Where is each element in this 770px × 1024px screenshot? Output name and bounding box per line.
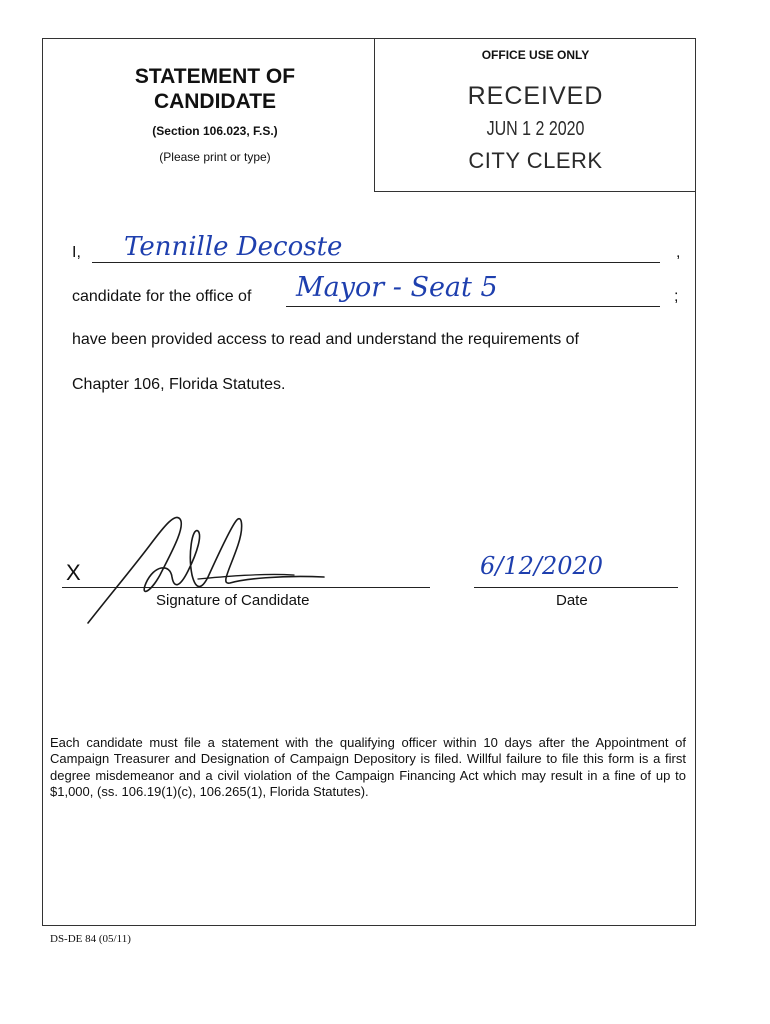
office-use-heading: OFFICE USE ONLY — [481, 48, 590, 62]
date-line — [474, 587, 678, 588]
statement-line-4: Chapter 106, Florida Statutes. — [72, 376, 286, 393]
form-code: DS-DE 84 (05/11) — [50, 933, 131, 945]
form-instruction: (Please print or type) — [159, 150, 271, 164]
form-section-reference: (Section 106.023, F.S.) — [152, 124, 278, 138]
date-handwritten: 6/12/2020 — [480, 552, 604, 580]
form-title-line1: STATEMENT OF — [134, 65, 296, 88]
office-prefix: candidate for the office of — [72, 288, 252, 305]
office-use-box — [374, 38, 696, 192]
signature-label: Signature of Candidate — [156, 592, 310, 609]
office-suffix: ; — [674, 288, 679, 305]
statement-line-3: have been provided access to read and understand the requirements of — [72, 331, 579, 348]
signature-x-mark: X — [66, 560, 81, 585]
form-title — [90, 64, 340, 114]
candidate-name-handwritten: Tennille Decoste — [124, 232, 343, 262]
date-label: Date — [556, 592, 588, 609]
name-suffix: , — [676, 244, 681, 261]
office-sought-line — [286, 306, 660, 307]
received-stamp-date: JUN 1 2 2020 — [486, 118, 585, 140]
candidate-name-line — [92, 262, 660, 263]
prefix-i: I, — [72, 244, 81, 261]
filing-notice: Each candidate must file a statement with the qualifying officer within 10 days after the Appointment of Campaign Treasurer and Designation of Campaign Depository is filed. Willful failure to file this form is a first degree misdemeanor and a civil violation of the Campaign Financing Act which may result in a fine of up to $1,000, (ss. 106.19(1)(c), 106.265(1), Florida Statutes). — [50, 735, 686, 800]
office-sought-handwritten: Mayor - Seat 5 — [296, 272, 498, 303]
received-stamp: RECEIVED — [467, 82, 604, 110]
form-title-line2: CANDIDATE — [153, 90, 277, 113]
received-stamp-office: CITY CLERK — [468, 148, 603, 173]
